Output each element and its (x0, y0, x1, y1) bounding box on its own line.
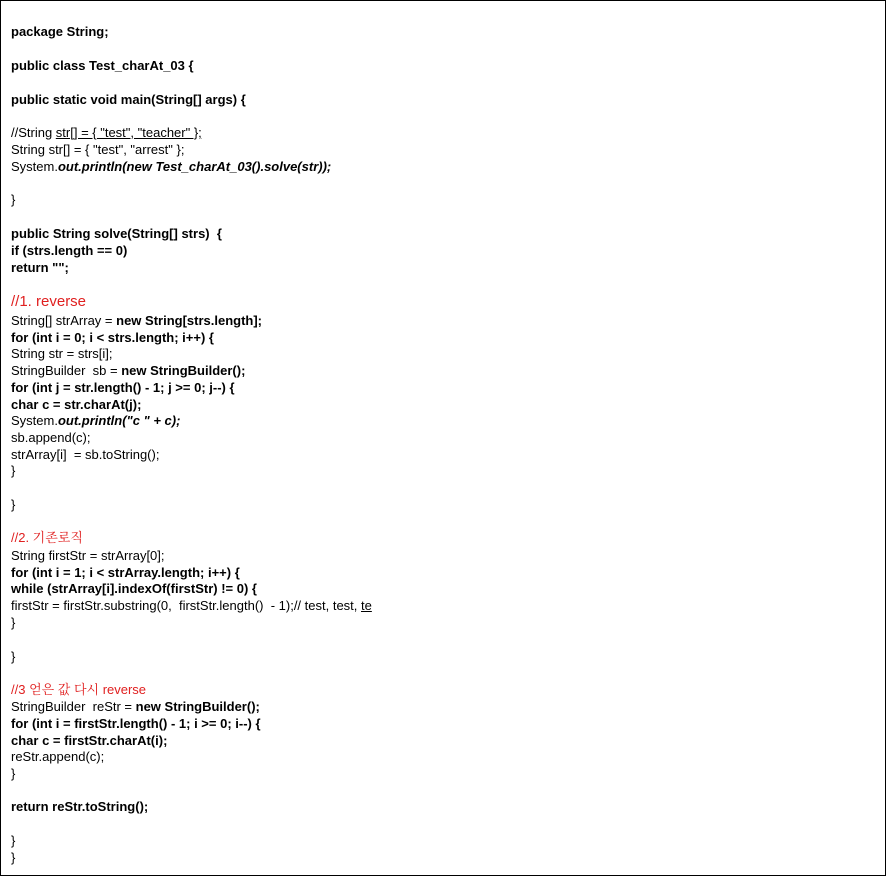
for-i-close-brace: } (11, 497, 16, 512)
restr-append-line: reStr.append(c); (11, 749, 105, 764)
return-empty-line: return ""; (11, 260, 69, 275)
print-c-line (11, 412, 180, 429)
while-line: while (strArray[i].indexOf(firstStr) != 0) { (11, 581, 257, 596)
restr-line (11, 698, 260, 715)
section1-comment: //1. reverse (11, 293, 87, 310)
system-prefix: System. (11, 159, 58, 174)
comment-prefix: //String (11, 125, 56, 140)
for-j-close-brace: } (11, 463, 16, 478)
strarray-decl: String[] strArray = (11, 313, 117, 328)
char-c-line: char c = str.charAt(j); (11, 397, 142, 412)
for-j-line: for (int j = str.length() - 1; j >= 0; j--) { (11, 380, 235, 395)
str-declaration-line: String str[] = { "test", "arrest" }; (11, 142, 185, 157)
system-prefix-2: System. (11, 413, 58, 428)
sb-line (11, 362, 245, 379)
if-length-line: if (strs.length == 0) (11, 243, 128, 258)
for-i-2-line: for (int i = 1; i < strArray.length; i++) { (11, 565, 240, 580)
for-i-line: for (int i = 0; i < strs.length; i++) { (11, 330, 214, 345)
for-reverse-line: for (int i = firstStr.length() - 1; i >= 0; i--) { (11, 716, 261, 731)
return-restr-line: return reStr.toString(); (11, 799, 149, 814)
restr-decl: StringBuilder reStr = (11, 699, 136, 714)
restr-new: new StringBuilder(); (135, 699, 260, 714)
class-declaration-line: public class Test_charAt_03 { (11, 58, 194, 73)
substring-comment-underlined: te (361, 598, 372, 613)
substring-code: firstStr = firstStr.substring(0, firstStr.length() - 1);// test, test, (11, 598, 362, 613)
package-line: package String; (11, 24, 109, 39)
sb-append-line: sb.append(c); (11, 430, 91, 445)
char-c-2-line: char c = firstStr.charAt(i); (11, 733, 168, 748)
for-reverse-close-brace: } (11, 766, 16, 781)
main-close-brace: } (11, 192, 16, 207)
sb-decl: StringBuilder sb = (11, 363, 122, 378)
while-close-brace: } (11, 615, 16, 630)
commented-str-line (11, 124, 202, 141)
strarray-assign-line: strArray[i] = sb.toString(); (11, 447, 160, 462)
substring-line (11, 597, 372, 614)
for-i-2-close-brace: } (11, 649, 16, 664)
str-assign-line: String str = strs[i]; (11, 346, 113, 361)
commented-str-underlined: str[] = { "test", "teacher" }; (55, 125, 202, 140)
strarray-line (11, 312, 262, 329)
print-solve-call: out.println(new Test_charAt_03().solve(str)); (57, 159, 332, 174)
section3-comment: //3 얻은 값 다시 reverse (11, 682, 147, 697)
print-solve-line (11, 158, 331, 175)
firststr-line: String firstStr = strArray[0]; (11, 548, 165, 563)
sb-new: new StringBuilder(); (121, 363, 246, 378)
main-method-line: public static void main(String[] args) { (11, 92, 246, 107)
section2-comment: //2. 기존로직 (11, 530, 83, 545)
strarray-new: new String[strs.length]; (116, 313, 263, 328)
solve-close-brace: } (11, 833, 16, 848)
class-close-brace: } (11, 850, 16, 865)
print-c-call: out.println("c " + c); (57, 413, 181, 428)
solve-method-line: public String solve(String[] strs) { (11, 226, 222, 241)
